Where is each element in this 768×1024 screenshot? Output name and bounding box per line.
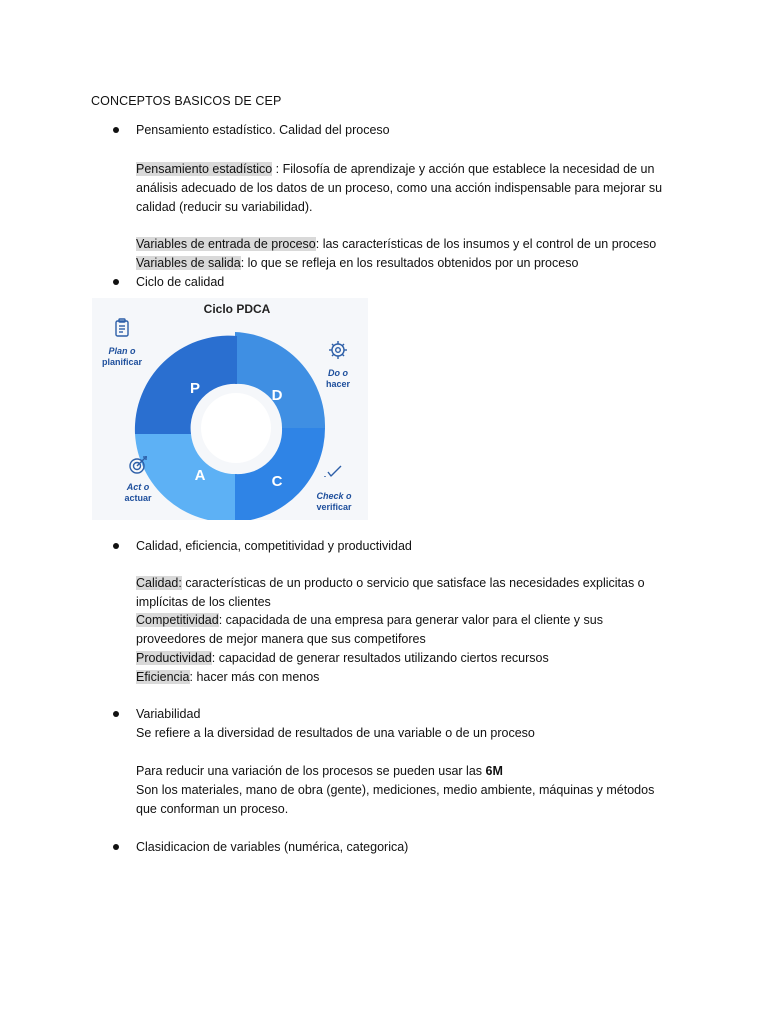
definition-text: : capacidad de generar resultados utilizando ciertos recursos [211, 651, 549, 665]
label-do-1: Do o [328, 368, 348, 378]
term-highlight: Variables de entrada de proceso [136, 237, 316, 251]
definition-line [136, 254, 578, 272]
label-plan-2: planificar [101, 357, 143, 367]
bullet-dot [113, 711, 119, 717]
clipboard-icon [116, 319, 128, 336]
term-highlight: Pensamiento estadístico [136, 162, 273, 176]
bullet-clasificacion: Clasidicacion de variables (numérica, categorica) [136, 840, 409, 854]
letter-a: A [194, 467, 206, 484]
definition-line [136, 235, 656, 253]
label-act-1: Act o [126, 482, 150, 492]
gear-icon [329, 341, 347, 359]
definition-line [136, 649, 549, 667]
definition-line [136, 574, 645, 592]
label-check-1: Check o [316, 491, 352, 501]
diagram-title: Ciclo PDCA [203, 302, 271, 316]
term-highlight: Variables de salida [136, 256, 241, 270]
label-check-2: verificar [316, 502, 352, 512]
definition-text: : hacer más con menos [189, 670, 320, 684]
definition-line: proveedores de mejor manera que sus competifores [136, 632, 426, 646]
term-highlight: Productividad [136, 651, 212, 665]
pdca-svg [92, 298, 368, 520]
term-highlight: Competitividad [136, 613, 219, 627]
bullet-calidad: Calidad, eficiencia, competitividad y productividad [136, 539, 412, 553]
definition-text: : capacidada de una empresa para generar valor para el cliente y sus [218, 613, 603, 627]
definition-line: calidad (reducir su variabilidad). [136, 200, 313, 214]
definition-line: Son los materiales, mano de obra (gente), mediciones, medio ambiente, máquinas y métodos [136, 783, 655, 797]
bullet-ciclo: Ciclo de calidad [136, 275, 225, 289]
definition-text: Para reducir una variación de los procesos se pueden usar las [136, 764, 486, 778]
definition-line: que conforman un proceso. [136, 802, 289, 816]
definition-line [136, 160, 654, 178]
bullet-dot [113, 543, 119, 549]
definition-text: : lo que se refleja en los resultados obtenidos por un proceso [240, 256, 579, 270]
definition-line: implícitas de los clientes [136, 595, 271, 609]
label-act-2: actuar [124, 493, 152, 503]
definition-text: características de un producto o servicio que satisface las necesidades explicitas o [181, 576, 645, 590]
term-highlight: Eficiencia [136, 670, 190, 684]
pdca-center [201, 393, 271, 463]
definition-line [136, 762, 503, 780]
letter-p: P [189, 380, 201, 397]
letter-c: C [271, 473, 283, 490]
check-icon [325, 466, 341, 477]
definition-line [136, 611, 603, 629]
definition-line: Se refiere a la diversidad de resultados de una variable o de un proceso [136, 726, 535, 740]
pdca-diagram [92, 298, 368, 520]
label-do-2: hacer [325, 379, 351, 389]
label-plan-1: Plan o [108, 346, 136, 356]
bold-term: 6M [485, 764, 503, 778]
letter-d: D [271, 387, 283, 404]
document-title: CONCEPTOS BASICOS DE CEP [91, 94, 282, 108]
bullet-variabilidad: Variabilidad [136, 707, 201, 721]
target-icon [130, 456, 147, 473]
definition-line [136, 668, 319, 686]
definition-text: : las características de los insumos y el control de un proceso [315, 237, 657, 251]
bullet-dot [113, 279, 119, 285]
bullet-pensamiento: Pensamiento estadístico. Calidad del proceso [136, 123, 390, 137]
definition-line: análisis adecuado de los datos de un proceso, como una acción indispensable para mejorar su [136, 181, 663, 195]
term-highlight: Calidad: [136, 576, 182, 590]
definition-text: : Filosofía de aprendizaje y acción que establece la necesidad de un [272, 162, 655, 176]
bullet-dot [113, 844, 119, 850]
bullet-dot [113, 127, 119, 133]
